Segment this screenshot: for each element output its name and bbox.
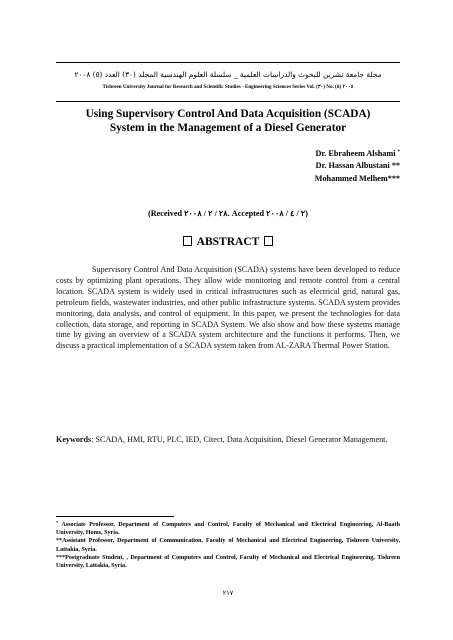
- footnote-1: [56, 519, 400, 537]
- abstract-body: Supervisory Control And Data Acquisition (SCADA) systems have been developed to reduce costs by optimizing plant operations. They allow wide monitoring and remote control from a central location. SCADA system is widely used in critical infrastructures such as electrical grid, natural gas, petroleum fields, wastewater industries, and other public infrastructure systems. SCADA system provides monitoring, data analysis, and control of equipment. In this paper, we present the technologies for data collection, data storage, and reporting in SCADA System. We also show and how these systems manage time by giving an overview of a SCADA system architecture and the functions it performs. Then, we discuss a practical implementation of a SCADA system taken from AL-ZARA Thermal Power Station.: [56, 265, 400, 351]
- footnote-mark: **: [56, 538, 63, 545]
- journal-header-english: Tishreen University Journal for Research and Scientific Studies - Engineering Sciences Series Vol. (٣٠) No. (٥) ٢٠٠٨: [102, 84, 354, 90]
- paper-title: [56, 107, 400, 135]
- author-name: Mohammed Melhem: [314, 173, 388, 183]
- author-name: Dr. Ebraheem Alshami: [315, 149, 396, 158]
- paper-title-line-1: Using Supervisory Control And Data Acquisition (SCADA): [85, 108, 371, 120]
- paper-title-line-2: System in the Management of a Diesel Generator: [109, 122, 347, 134]
- author-2: [315, 160, 400, 172]
- keywords: [56, 434, 400, 445]
- footnote-text: Associate Professor, Department of Computers and Control, Faculty of Mechanical and Electrical Engineering, Al-Baath University, Homs, Syria.: [56, 522, 400, 537]
- footnote-text: Postgraduate Student, , Department of Computers and Control, Faculty of Mechanical and Electrical Engineering, Tishreen University, Lattakia, Syria.: [56, 554, 400, 570]
- footnote-text: Assistant Professor, Department of Communication, Faculty of Mechanical and Electrical Engineering, Tishreen University, Lattakia, Syria.: [56, 538, 400, 553]
- journal-header: [56, 62, 400, 102]
- abstract-heading: [56, 235, 400, 249]
- box-glyph-left-icon: [183, 236, 192, 246]
- box-glyph-right-icon: [264, 236, 273, 246]
- footnote-mark: ***: [56, 554, 66, 561]
- footnote-divider: [56, 516, 174, 517]
- keywords-label: Keywords: [56, 435, 92, 444]
- author-mark: **: [391, 161, 400, 171]
- author-mark: *: [397, 150, 400, 155]
- footnote-2: [56, 537, 400, 553]
- abstract-heading-text: ABSTRACT: [196, 236, 260, 248]
- author-3: [315, 173, 400, 185]
- footnote-3: [56, 554, 400, 570]
- received-dates: (Received ٢٨ / ٢ / ٢٠٠٨. Accepted ٢ / ٤ / ٢٠٠٨): [147, 209, 309, 218]
- keywords-text: : SCADA, HMI, RTU, PLC, IED, Citect, Data Acquisition, Diesel Generator Management.: [91, 435, 388, 444]
- author-1: [315, 147, 400, 160]
- footnotes: [56, 519, 400, 570]
- author-mark: ***: [387, 173, 400, 183]
- author-name: Dr. Hassan Albustani: [315, 161, 390, 171]
- author-list: [315, 147, 400, 185]
- page-number: ٢١٧: [222, 589, 234, 597]
- journal-header-arabic: مجلة جامعة تشرين للبحوث والدراسات العلمية _ سلسلة العلوم الهندسية المجلد (٣٠) العدد (٥) ٢٠٠٨: [74, 70, 382, 79]
- footnote-mark: *: [56, 520, 59, 525]
